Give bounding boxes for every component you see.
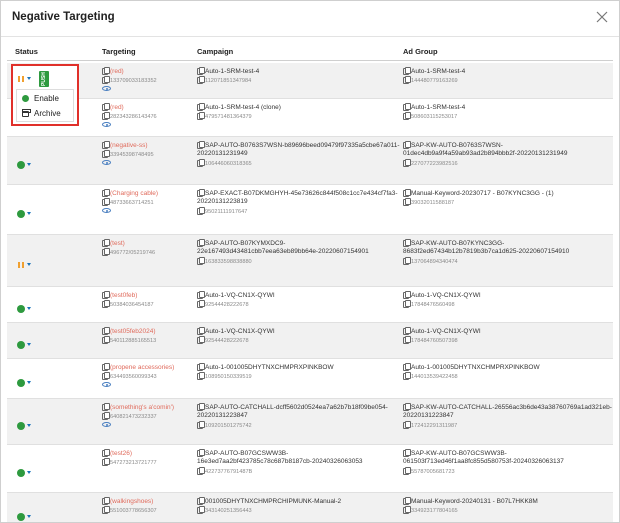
header-ad-group: Ad Group bbox=[403, 47, 438, 56]
targeting-name: (test26) bbox=[110, 450, 133, 457]
targeting-id: 33945398748495 bbox=[110, 152, 154, 159]
campaign-cell bbox=[197, 497, 402, 516]
copy-icon[interactable] bbox=[403, 239, 409, 246]
chevron-down-icon bbox=[27, 471, 31, 474]
campaign-cell bbox=[197, 291, 402, 310]
targeting-cell bbox=[102, 497, 192, 516]
copy-icon[interactable] bbox=[102, 248, 108, 255]
campaign-cell bbox=[197, 67, 402, 86]
ad-group-id: 144480779163269 bbox=[411, 78, 458, 85]
copy-icon[interactable] bbox=[197, 403, 203, 410]
copy-icon[interactable] bbox=[403, 141, 409, 148]
header-targeting: Targeting bbox=[102, 47, 136, 56]
campaign-name: Auto-1-SRM-test-4 bbox=[205, 68, 260, 75]
copy-icon[interactable] bbox=[102, 189, 108, 196]
copy-icon[interactable] bbox=[102, 449, 108, 456]
ad-group-name: SAP-KW-AUTO-B07KYNC3GG-8683f2ed67434b12b7819b3b7ca1d625-20220607154910 bbox=[403, 240, 570, 256]
targeting-name: (test0feb) bbox=[110, 292, 138, 299]
copy-icon[interactable] bbox=[403, 76, 409, 83]
pause-icon bbox=[17, 261, 25, 269]
copy-icon[interactable] bbox=[197, 336, 203, 343]
copy-icon[interactable] bbox=[197, 141, 203, 148]
table-row bbox=[7, 445, 613, 493]
targeting-name: (red) bbox=[110, 104, 124, 111]
targeting-name: (test) bbox=[110, 240, 125, 247]
archive-icon bbox=[22, 111, 29, 117]
ad-group-name: SAP-KW-AUTO-CATCHALL-26556ac3b6de43a38760769a1ad321eb-20220131223847 bbox=[403, 404, 612, 420]
copy-icon[interactable] bbox=[102, 291, 108, 298]
targeting-name: (walkingshoes) bbox=[110, 498, 154, 505]
campaign-id: 108950150339519 bbox=[205, 374, 252, 381]
copy-icon[interactable] bbox=[102, 412, 108, 419]
targeting-id: 50384036454187 bbox=[110, 302, 154, 309]
status-dot-icon bbox=[17, 341, 25, 349]
campaign-name: SAP-EXACT-B07DKMGHYH-45e73626c844f508c1cc7e434cf7fa3-20220131223819 bbox=[197, 190, 398, 206]
campaign-name: SAP-AUTO-B07GCSWW3B-16e3ed7aa2bf423785c78c687b8187cb-20240326063053 bbox=[197, 450, 363, 466]
campaign-cell bbox=[197, 189, 402, 216]
table-row bbox=[7, 287, 613, 323]
targeting-id: 640821473232337 bbox=[110, 414, 157, 421]
copy-icon[interactable] bbox=[102, 336, 108, 343]
campaign-name: 001005DHYTNXCHMPRCHIPMUNK-Manual-2 bbox=[205, 498, 342, 505]
targeting-id: 634493560099343 bbox=[110, 374, 157, 381]
ad-group-cell bbox=[403, 291, 613, 310]
targeting-id: 547273213721777 bbox=[110, 460, 157, 467]
copy-icon[interactable] bbox=[102, 506, 108, 513]
copy-icon[interactable] bbox=[102, 103, 108, 110]
ad-group-name: Auto-1-001005DHYTNXCHMPRXPINKBOW bbox=[411, 364, 540, 371]
menu-item-label: Enable bbox=[34, 94, 59, 103]
copy-icon[interactable] bbox=[403, 421, 409, 428]
campaign-id: 109201501275742 bbox=[205, 422, 252, 429]
campaign-id: 343140251356443 bbox=[205, 508, 252, 515]
ad-group-cell bbox=[403, 327, 613, 346]
copy-icon[interactable] bbox=[403, 257, 409, 264]
targeting-name: (propene accessories) bbox=[110, 364, 175, 371]
chevron-down-icon bbox=[27, 263, 31, 266]
copy-icon[interactable] bbox=[197, 363, 203, 370]
view-icon[interactable] bbox=[102, 208, 111, 213]
chevron-down-icon bbox=[27, 515, 31, 518]
modal-header bbox=[1, 1, 619, 37]
copy-icon[interactable] bbox=[102, 458, 108, 465]
ad-group-id: 39032011588187 bbox=[411, 200, 455, 207]
copy-icon[interactable] bbox=[403, 189, 409, 196]
campaign-name: Auto-1-SRM-test-4 (clone) bbox=[205, 104, 281, 111]
copy-icon[interactable] bbox=[403, 467, 409, 474]
status-dropdown[interactable] bbox=[17, 508, 77, 523]
ad-group-cell bbox=[403, 403, 613, 430]
table-row bbox=[7, 63, 613, 99]
copy-icon[interactable] bbox=[403, 300, 409, 307]
copy-icon[interactable] bbox=[102, 150, 108, 157]
copy-icon[interactable] bbox=[403, 336, 409, 343]
table-row bbox=[7, 359, 613, 399]
copy-icon[interactable] bbox=[102, 363, 108, 370]
campaign-cell bbox=[197, 141, 402, 168]
copy-icon[interactable] bbox=[403, 103, 409, 110]
copy-icon[interactable] bbox=[197, 421, 203, 428]
copy-icon[interactable] bbox=[197, 103, 203, 110]
campaign-id: 42273776791487B bbox=[205, 468, 253, 475]
table-row bbox=[7, 323, 613, 359]
copy-icon[interactable] bbox=[197, 239, 203, 246]
copy-icon[interactable] bbox=[403, 372, 409, 379]
chevron-down-icon bbox=[27, 424, 31, 427]
campaign-cell bbox=[197, 103, 402, 122]
copy-icon[interactable] bbox=[197, 159, 203, 166]
copy-icon[interactable] bbox=[197, 257, 203, 264]
ad-group-id: 55787005681723 bbox=[411, 468, 455, 475]
ad-group-id: 172412291311987 bbox=[411, 422, 458, 429]
chevron-down-icon bbox=[27, 163, 31, 166]
chevron-down-icon bbox=[27, 212, 31, 215]
status-dropdown-trigger[interactable] bbox=[17, 70, 49, 88]
header-status: Status bbox=[15, 47, 38, 56]
campaign-name: SAP-AUTO-CATCHALL-dcff5602d0524ea7a62b7b18f09be054-20220131223847 bbox=[197, 404, 388, 420]
targeting-cell bbox=[102, 449, 192, 468]
modal-title: Negative Targeting bbox=[12, 11, 115, 23]
copy-icon[interactable] bbox=[197, 467, 203, 474]
close-button[interactable] bbox=[594, 9, 610, 25]
ad-group-cell bbox=[403, 141, 613, 168]
copy-icon[interactable] bbox=[403, 403, 409, 410]
copy-icon[interactable] bbox=[403, 506, 409, 513]
status-dot-icon bbox=[17, 305, 25, 313]
pause-icon bbox=[17, 75, 25, 83]
copy-icon[interactable] bbox=[403, 291, 409, 298]
targeting-name: (negative-ss) bbox=[110, 142, 148, 149]
chevron-down-icon bbox=[27, 381, 31, 384]
copy-icon[interactable] bbox=[102, 497, 108, 504]
copy-icon[interactable] bbox=[102, 198, 108, 205]
ad-group-cell bbox=[403, 189, 613, 208]
status-dot-icon bbox=[17, 422, 25, 430]
ad-group-name: SAP-KW-AUTO-B07GCSWW3B-061503f713ed46f1aa8fc855d580753f-20240326063137 bbox=[403, 450, 564, 466]
copy-icon[interactable] bbox=[102, 67, 108, 74]
copy-icon[interactable] bbox=[197, 76, 203, 83]
ad-group-id: 227077223982516 bbox=[411, 160, 458, 167]
copy-icon[interactable] bbox=[102, 239, 108, 246]
copy-icon[interactable] bbox=[102, 372, 108, 379]
targeting-cell bbox=[102, 327, 192, 346]
copy-icon[interactable] bbox=[197, 449, 203, 456]
copy-icon[interactable] bbox=[102, 403, 108, 410]
chevron-down-icon bbox=[27, 77, 31, 80]
targeting-cell bbox=[102, 67, 192, 94]
ad-group-name: Auto-1-VQ-CN1X-QYWI bbox=[411, 328, 481, 335]
copy-icon[interactable] bbox=[403, 497, 409, 504]
campaign-id: 92544428222678 bbox=[205, 338, 249, 345]
copy-icon[interactable] bbox=[197, 497, 203, 504]
campaign-cell bbox=[197, 449, 402, 476]
enable-dot-icon bbox=[22, 95, 29, 102]
targeting-name: (Charging cable) bbox=[110, 190, 159, 197]
targeting-id: 551003778656307 bbox=[110, 508, 157, 515]
table-row bbox=[7, 399, 613, 445]
copy-icon[interactable] bbox=[197, 291, 203, 298]
status-dot-icon bbox=[17, 513, 25, 521]
targeting-id: 540112885165513 bbox=[110, 338, 157, 345]
status-dropdown[interactable] bbox=[17, 300, 77, 318]
targeting-name: (something's a'comin') bbox=[110, 404, 175, 411]
ad-group-cell bbox=[403, 497, 613, 516]
campaign-cell bbox=[197, 239, 402, 266]
targeting-name: (test05feb2024) bbox=[110, 328, 156, 335]
campaign-name: SAP-AUTO-B0763S7WSN-b89696beed09479f97335a5cbe67a011-20220131231949 bbox=[197, 142, 400, 158]
ad-group-name: Auto-1-VQ-CN1X-QYWI bbox=[411, 292, 481, 299]
chevron-down-icon bbox=[27, 343, 31, 346]
campaign-name: Auto-1-VQ-CN1X-QYWI bbox=[205, 328, 275, 335]
status-dot-icon bbox=[17, 379, 25, 387]
targeting-cell bbox=[102, 403, 192, 430]
ad-group-name: Manual-Keyword-20240131 - B07L7HKK8M bbox=[411, 498, 538, 505]
view-icon[interactable] bbox=[102, 86, 111, 91]
copy-icon[interactable] bbox=[197, 189, 203, 196]
ad-group-id: 144013539422458 bbox=[411, 374, 458, 381]
copy-icon[interactable] bbox=[102, 300, 108, 307]
campaign-name: Auto-1-VQ-CN1X-QYWI bbox=[205, 292, 275, 299]
ad-group-id: 178484760507398 bbox=[411, 338, 458, 345]
ad-group-cell bbox=[403, 239, 613, 266]
copy-icon[interactable] bbox=[102, 76, 108, 83]
copy-icon[interactable] bbox=[403, 112, 409, 119]
copy-icon[interactable] bbox=[197, 506, 203, 513]
ad-group-id: 334923177804165 bbox=[411, 508, 458, 515]
ad-group-name: Auto-1-SRM-test-4 bbox=[411, 68, 466, 75]
ad-group-cell bbox=[403, 449, 613, 476]
targeting-cell bbox=[102, 239, 192, 258]
ad-group-cell bbox=[403, 103, 613, 122]
status-dropdown-highlight bbox=[11, 64, 79, 126]
copy-icon[interactable] bbox=[403, 449, 409, 456]
status-dropdown[interactable] bbox=[17, 256, 77, 274]
targeting-name: (red) bbox=[110, 68, 124, 75]
copy-icon[interactable] bbox=[403, 363, 409, 370]
ad-group-id: 137064894340474 bbox=[411, 258, 458, 265]
targeting-cell bbox=[102, 363, 192, 390]
ad-group-id: 17848476560498 bbox=[411, 302, 455, 309]
status-dropdown[interactable] bbox=[17, 417, 77, 435]
campaign-id: 106446060318365 bbox=[205, 160, 252, 167]
campaign-id: 479571481364379 bbox=[205, 114, 252, 121]
copy-icon[interactable] bbox=[197, 207, 203, 214]
copy-icon[interactable] bbox=[102, 327, 108, 334]
targeting-cell bbox=[102, 291, 192, 310]
targeting-cell bbox=[102, 141, 192, 168]
status-dot-icon bbox=[17, 210, 25, 218]
targeting-id: 133709033183352 bbox=[110, 78, 157, 85]
campaign-id: 112071851347984 bbox=[205, 78, 252, 85]
status-dot-icon bbox=[17, 469, 25, 477]
copy-icon[interactable] bbox=[403, 67, 409, 74]
table-row bbox=[7, 235, 613, 287]
copy-icon[interactable] bbox=[197, 372, 203, 379]
table-row bbox=[7, 99, 613, 137]
status-dropdown[interactable] bbox=[17, 374, 77, 392]
campaign-name: Auto-1-001005DHYTNXCHMPRXPINKBOW bbox=[205, 364, 334, 371]
ad-group-name: Manual-Keyword-20230717 - B07KYNC3GG - (1) bbox=[411, 190, 554, 197]
push-badge[interactable]: PUSH bbox=[41, 71, 48, 86]
status-dropdown[interactable] bbox=[17, 156, 77, 174]
campaign-cell bbox=[197, 403, 402, 430]
targeting-id: 282343286143476 bbox=[110, 114, 157, 121]
campaign-cell bbox=[197, 363, 402, 382]
ad-group-cell bbox=[403, 67, 613, 86]
view-icon[interactable] bbox=[102, 122, 111, 127]
status-dropdown[interactable] bbox=[17, 336, 77, 354]
copy-icon[interactable] bbox=[102, 112, 108, 119]
chevron-down-icon bbox=[27, 307, 31, 310]
copy-icon[interactable] bbox=[197, 300, 203, 307]
close-icon[interactable] bbox=[594, 9, 610, 25]
view-icon[interactable] bbox=[102, 382, 111, 387]
table-header bbox=[7, 41, 613, 61]
ad-group-id: 508603115253017 bbox=[411, 114, 458, 121]
header-campaign: Campaign bbox=[197, 47, 234, 56]
campaign-id: 92544428222678 bbox=[205, 302, 249, 309]
campaign-id: 163833598838880 bbox=[205, 258, 252, 265]
table-row bbox=[7, 185, 613, 235]
campaign-name: SAP-AUTO-B07KYMXDC9-22e167493d43481cbb7eea63eb89bb64e-20220607154901 bbox=[197, 240, 369, 256]
ad-group-name: SAP-KW-AUTO-B0763S7WSN-01dec4db9a9f4a59ab93ad2b894bbb2f-20220131231949 bbox=[403, 142, 568, 158]
copy-icon[interactable] bbox=[102, 141, 108, 148]
targeting-cell bbox=[102, 189, 192, 216]
targeting-cell bbox=[102, 103, 192, 130]
campaign-cell bbox=[197, 327, 402, 346]
menu-item-archive[interactable] bbox=[22, 109, 61, 118]
view-icon[interactable] bbox=[102, 422, 111, 427]
copy-icon[interactable] bbox=[403, 159, 409, 166]
menu-item-enable[interactable] bbox=[22, 94, 59, 103]
status-menu bbox=[16, 89, 74, 122]
campaign-id: 95021111917647 bbox=[205, 208, 248, 215]
copy-icon[interactable] bbox=[197, 327, 203, 334]
view-icon[interactable] bbox=[102, 160, 111, 165]
status-dot-icon bbox=[17, 161, 25, 169]
status-dropdown[interactable] bbox=[17, 205, 77, 223]
table-row bbox=[7, 493, 613, 523]
copy-icon[interactable] bbox=[197, 67, 203, 74]
ad-group-name: Auto-1-SRM-test-4 bbox=[411, 104, 466, 111]
copy-icon[interactable] bbox=[403, 198, 409, 205]
table-row bbox=[7, 137, 613, 185]
ad-group-cell bbox=[403, 363, 613, 382]
copy-icon[interactable] bbox=[197, 112, 203, 119]
status-dropdown[interactable] bbox=[17, 464, 77, 482]
targeting-id: 496772/05219746 bbox=[110, 250, 156, 257]
copy-icon[interactable] bbox=[403, 327, 409, 334]
targeting-id: 48733663714251 bbox=[110, 200, 154, 207]
menu-item-label: Archive bbox=[34, 109, 61, 118]
